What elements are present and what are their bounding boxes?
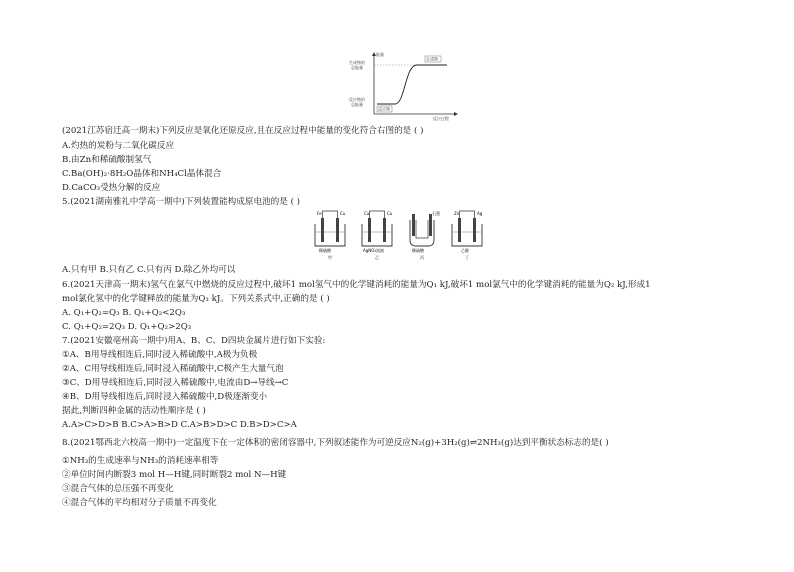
question-5-stem: 5.(2021湖南雅礼中学高一期中)下列装置能构成原电池的是 ( ) xyxy=(62,197,301,207)
q8-statement-2: ②单位时间内断裂3 mol H—H键,同时断裂2 mol N—H键 xyxy=(62,470,287,480)
q8-statement-4: ④混合气体的平均相对分子质量不再变化 xyxy=(62,498,217,508)
y-axis-label: 能量 xyxy=(376,52,384,57)
cell-ding-right-electrode: Ag xyxy=(477,211,483,216)
cell-jia-solution: 稀硫酸 xyxy=(319,248,331,253)
reactant-box-label: 反应物 xyxy=(378,106,390,112)
q4-option-c: C.Ba(OH)₂·8H₂O晶体和NH₄Cl晶体混合 xyxy=(62,169,222,179)
products-energy-label-1: 生成物的 xyxy=(349,60,365,65)
reactants-energy-label-2: 总能量 xyxy=(351,102,363,107)
cell-yi-left-electrode: Cu xyxy=(364,211,370,216)
question-4-stem: (2021江苏宿迁高一期末)下列反应是氧化还原反应,且在反应过程中能量的变化符合右图的是 ( ) xyxy=(62,126,424,136)
cell-ding-solution: 乙醇 xyxy=(461,248,469,253)
energy-diagram xyxy=(337,50,459,121)
q7-experiment-4: ④B、D用导线相连后,同时浸入稀硫酸中,D极逐渐变小 xyxy=(62,392,268,402)
cell-ding-left-electrode: Zn xyxy=(454,211,460,216)
cell-bing xyxy=(410,210,440,260)
x-axis-label: 反应过程 xyxy=(433,116,449,121)
cell-jia-left-electrode: Fe xyxy=(317,211,322,216)
cell-jia xyxy=(315,211,346,260)
cell-bing-solution: 稀硫酸 xyxy=(412,248,424,253)
products-energy-label-2: 总能量 xyxy=(351,65,363,70)
q4-option-d: D.CaCO₃受热分解的反应 xyxy=(62,183,161,193)
q4-option-b: B.由Zn和稀硫酸制氢气 xyxy=(62,155,152,165)
cell-jia-right-electrode: Cu xyxy=(340,211,346,216)
q7-question: 据此,判断四种金属的活动性顺序是 ( ) xyxy=(62,406,206,416)
q6-options-cd: C. Q₁+Q₂=2Q₃ D. Q₁+Q₂>2Q₃ xyxy=(62,322,192,332)
q6-options-ab: A. Q₁+Q₂=Q₃ B. Q₁+Q₂<2Q₃ xyxy=(62,308,186,318)
galvanic-cells-figure xyxy=(310,206,492,262)
cell-ding-tag: 丁 xyxy=(465,255,469,260)
question-7-stem: 7.(2021安徽亳州高一期中)用A、B、C、D四块金属片进行如下实验: xyxy=(62,336,326,346)
q7-options: A.A>C>D>B B.C>A>B>D C.A>B>D>C D.B>D>C>A xyxy=(62,420,297,430)
cell-bing-right-electrode: 石墨 xyxy=(432,211,440,216)
q8-statement-3: ③混合气体的总压强不再变化 xyxy=(62,484,174,494)
question-8-stem: 8.(2021鄂西北六校高一期中)一定温度下在一定体积的密闭容器中,下列叙述能作为可逆反应N₂(g)+3H₂(g)⇌2NH₃(g)达到平衡状态标志的是( ) xyxy=(62,438,609,448)
question-6-stem-1: 6.(2021天津高一期末)氢气在氯气中燃烧的反应过程中,破坏1 mol氢气中的化学键消耗的能量为Q₁ kJ,破坏1 mol氯气中的化学键消耗的能量为Q₂ kJ,形成1 xyxy=(62,280,651,290)
question-6-stem-2: mol氯化氢中的化学键释放的能量为Q₃ kJ。下列关系式中,正确的是 ( ) xyxy=(62,294,330,304)
energy-curve xyxy=(377,65,447,104)
q7-experiment-1: ①A、B用导线相连后,同时浸入稀硫酸中,A极为负极 xyxy=(62,350,258,360)
cell-ding xyxy=(452,211,483,260)
cell-jia-tag: 甲 xyxy=(328,255,332,260)
q7-experiment-3: ③C、D用导线相连后,同时浸入稀硫酸中,电流由D→导线→C xyxy=(62,378,289,388)
cell-yi xyxy=(362,211,393,260)
cell-yi-solution: AgNO₃溶液 xyxy=(363,248,385,253)
product-box-label: 生成物 xyxy=(426,56,438,62)
cell-yi-right-electrode: Cu xyxy=(387,211,393,216)
cell-yi-tag: 乙 xyxy=(375,255,379,260)
reactants-energy-label-1: 反应物的 xyxy=(349,97,365,102)
q4-option-a: A.灼热的炭粉与二氧化碳反应 xyxy=(62,141,175,151)
q5-options: A.只有甲 B.只有乙 C.只有丙 D.除乙外均可以 xyxy=(62,265,236,275)
q7-experiment-2: ②A、C用导线相连后,同时浸入稀硫酸中,C极产生大量气泡 xyxy=(62,364,284,374)
q8-statement-1: ①NH₃的生成速率与NH₃的消耗速率相等 xyxy=(62,456,219,466)
cell-bing-tag: 丙 xyxy=(420,255,424,260)
